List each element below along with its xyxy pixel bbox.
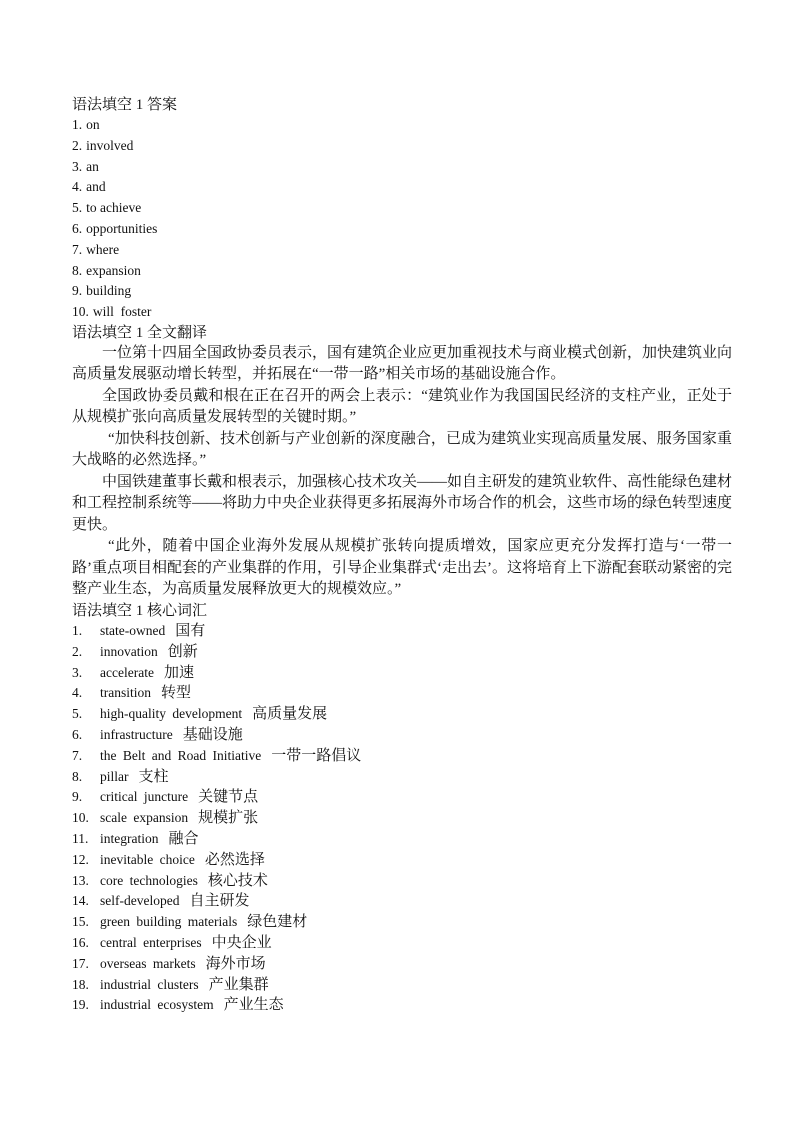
answers-section <box>72 95 734 323</box>
answer-item: 8. expansion <box>72 262 141 278</box>
vocab-item: 15. green building materials 绿色建材 <box>72 914 308 931</box>
answer-item: 1. on <box>72 117 100 132</box>
vocab-item: 14. self-developed 自主研发 <box>72 893 250 910</box>
answer-item: 4. and <box>72 179 106 195</box>
vocab-section <box>72 601 734 1016</box>
answer-item: 10. will foster <box>72 304 152 320</box>
vocab-item: 8. pillar 支柱 <box>72 768 169 785</box>
vocab-item: 18. industrial clusters 产业集群 <box>72 976 269 993</box>
answer-item: 3. an <box>72 158 99 174</box>
translation-paragraph: 一位第十四届全国政协委员表示，国有建筑企业应更加重视技术与商业模式创新，加快建筑业向高质量发展驱动增长转型，并拓展在“一带一路”相关市场的基础设施合作。 <box>72 344 733 383</box>
vocab-item: 5. high-quality development 高质量发展 <box>72 706 328 723</box>
answers-title: 语法填空 1 答案 <box>72 97 178 113</box>
translation-title: 语法填空 1 全文翻译 <box>72 324 208 341</box>
vocab-item: 19. industrial ecosystem 产业生态 <box>72 997 284 1014</box>
vocab-item: 7. the Belt and Road Initiative 一带一路倡议 <box>72 747 362 764</box>
translation-paragraph: “此外，随着中国企业海外发展从规模扩张转向提质增效，国家应更充分发挥打造与‘一带一路’重点项目相配套的产业集群的作用，引导企业集群式‘走出去’。这将培育上下游配套联动紧密的完整产业生态，为高质量发展释放更大的规模效应。” <box>72 538 732 598</box>
vocab-item: 4. transition 转型 <box>72 685 192 702</box>
translation-paragraph: 全国政协委员戴和根在正在召开的两会上表示：“建筑业作为我国国民经济的支柱产业，正处于从规模扩张向高质量发展转型的关键时期。” <box>72 387 732 426</box>
vocab-item: 1. state-owned 国有 <box>72 622 206 639</box>
answer-item: 2. involved <box>72 137 134 153</box>
vocab-item: 16. central enterprises 中央企业 <box>72 934 272 951</box>
vocab-item: 9. critical juncture 关键节点 <box>72 789 259 806</box>
vocab-item: 12. inevitable choice 必然选择 <box>72 851 265 868</box>
translation-paragraph: “加快科技创新、技术创新与产业创新的深度融合，已成为建筑业实现高质量发展、服务国家重大战略的必然选择。” <box>72 430 732 469</box>
vocab-item: 6. infrastructure 基础设施 <box>72 726 243 743</box>
answer-item: 9. building <box>72 283 132 299</box>
vocab-title: 语法填空 1 核心词汇 <box>72 602 208 619</box>
answer-item: 5. to achieve <box>72 200 142 216</box>
vocab-item: 3. accelerate 加速 <box>72 664 194 681</box>
vocab-item: 11. integration 融合 <box>72 830 199 847</box>
vocab-item: 2. innovation 创新 <box>72 643 198 660</box>
vocab-item: 13. core technologies 核心技术 <box>72 872 268 889</box>
vocab-item: 10. scale expansion 规模扩张 <box>72 810 259 827</box>
translation-section <box>72 323 734 601</box>
vocab-item: 17. overseas markets 海外市场 <box>72 955 266 972</box>
answer-item: 7. where <box>72 241 120 257</box>
translation-paragraph: 中国铁建董事长戴和根表示，加强核心技术攻关——如自主研发的建筑业软件、高性能绿色建材和工程控制系统等——将助力中央企业获得更多拓展海外市场合作的机会，这些市场的绿色转型速度更快。 <box>72 473 733 533</box>
answer-item: 6. opportunities <box>72 220 158 236</box>
